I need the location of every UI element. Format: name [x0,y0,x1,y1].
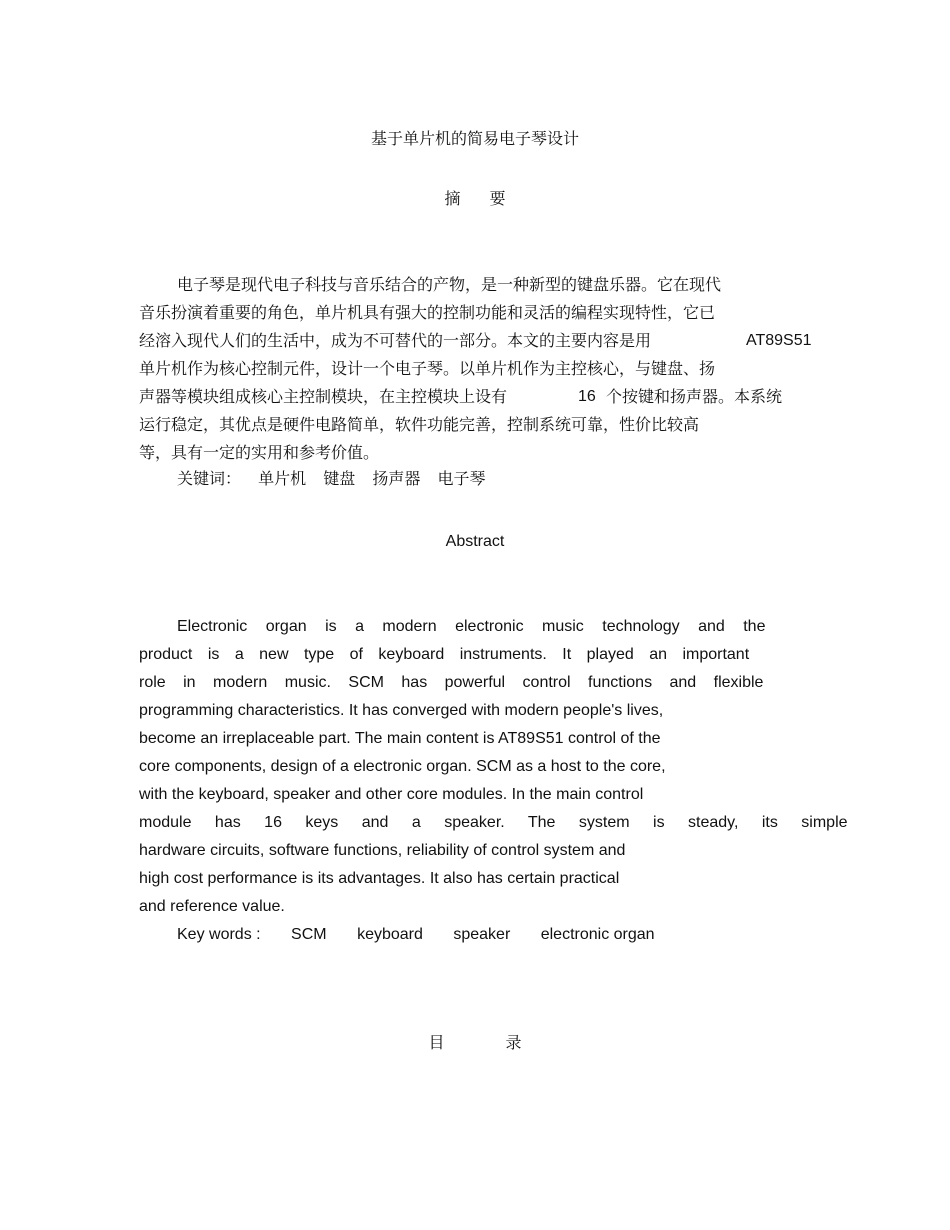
abstract-en-line-3: role in modern music. SCM has powerful control functions and flexible [139,674,764,691]
keywords-en [177,921,681,949]
keywords-cn-label: 关键词： [177,469,242,488]
toc-heading: 目 录 [428,1033,550,1052]
abstract-en-line-1: Electronic organ is a modern electronic music technology and the [177,618,766,635]
abstract-en-line-5: become an irreplaceable part. The main content is AT89S51 control of the [139,730,661,747]
keyword-en: electronic organ [540,926,655,943]
abstract-en-line-7: with the keyboard, speaker and other core modules. In the main control [139,786,644,803]
abstract-en-heading: Abstract [445,533,505,550]
keyword-cn: 电子琴 [437,469,486,488]
abstract-cn-heading: 摘 要 [444,189,518,208]
abstract-cn-line-7: 等，具有一定的实用和参考价值。 [139,443,380,462]
keyword-cn: 键盘 [323,469,356,488]
keyword-en: keyboard [357,926,423,943]
abstract-cn-line-1: 电子琴是现代电子科技与音乐结合的产物，是一种新型的键盘乐器。它在现代 [177,275,722,294]
keywords-en-label: Key words : [177,926,261,943]
abstract-cn-line-5-rest: 个按键和扬声器。本系统 [606,387,783,406]
keyword-en: speaker [453,926,511,943]
document-title: 基于单片机的简易电子琴设计 [370,129,579,148]
abstract-en-line-2: product is a new type of keyboard instruments. It played an important [139,646,750,663]
abstract-cn-line-6: 运行稳定，其优点是硬件电路简单，软件功能完善，控制系统可靠，性价比较高 [139,415,700,434]
abstract-cn-line-3: 经溶入现代人们的生活中，成为不可替代的一部分。本文的主要内容是用 [139,331,652,350]
abstract-en-line-4: programming characteristics. It has converged with modern people's lives, [139,702,664,719]
abstract-en-line-6: core components, design of a electronic organ. SCM as a host to the core, [139,758,666,775]
abstract-cn-line-5-number: 16 [578,388,596,405]
keyword-cn: 扬声器 [372,469,421,488]
abstract-cn-line-2: 音乐扮演着重要的角色，单片机具有强大的控制功能和灵活的编程实现特性，它已 [139,303,716,322]
abstract-cn-line-4: 单片机作为核心控制元件，设计一个电子琴。以单片机作为主控核心，与键盘、扬 [139,359,716,378]
abstract-en-line-11: and reference value. [139,898,285,915]
abstract-cn-line-5: 声器等模块组成核心主控制模块，在主控模块上设有 [139,387,508,406]
keyword-cn: 单片机 [258,469,307,488]
keyword-en: SCM [291,926,327,943]
abstract-en-line-10: high cost performance is its advantages. It also has certain practical [139,870,620,887]
abstract-en-line-9: hardware circuits, software functions, reliability of control system and [139,842,626,859]
keywords-cn [177,465,497,493]
abstract-en-line-8: module has 16 keys and a speaker. The system is steady, its simple [139,814,848,831]
abstract-cn-line-3-model: AT89S51 [746,332,812,349]
